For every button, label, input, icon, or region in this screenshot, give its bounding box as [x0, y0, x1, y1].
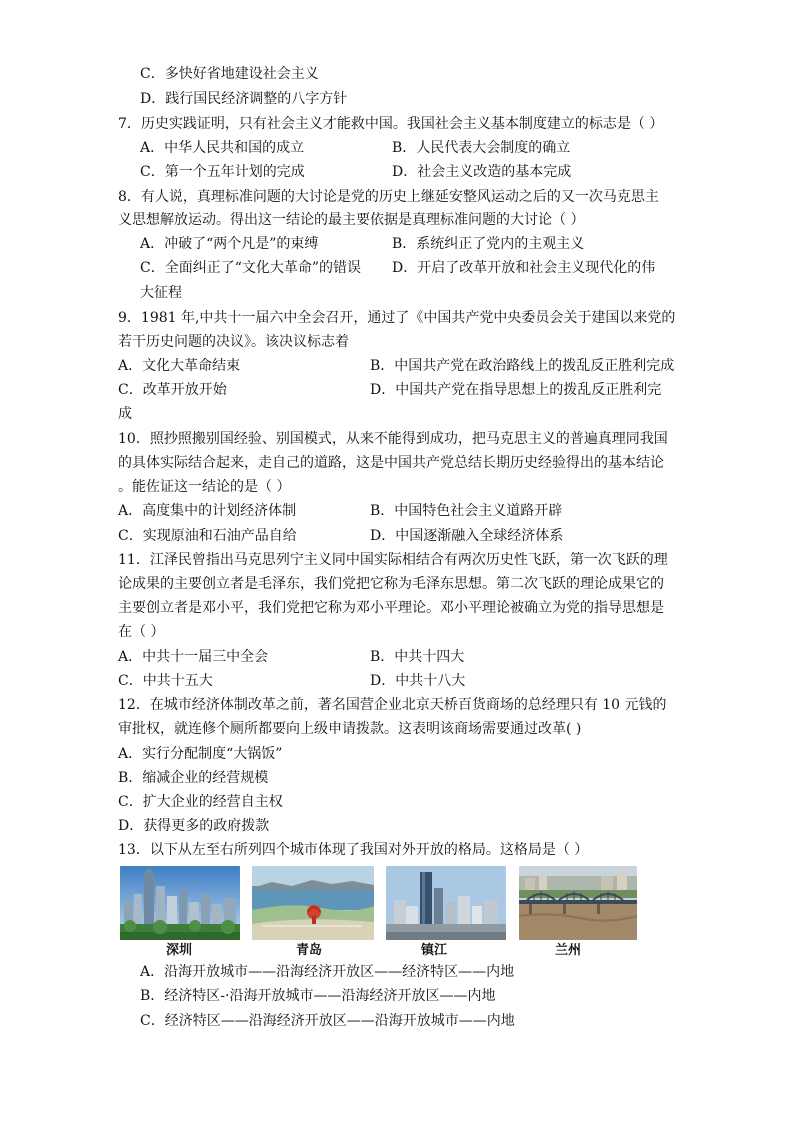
q10-stem-line3: 。能佐证这一结论的是（ ）	[118, 479, 291, 495]
q9-option-b: B．中国共产党在政治路线上的拨乱反正胜利完成	[370, 358, 675, 374]
q10-option-a: A．高度集中的计划经济体制	[118, 503, 297, 519]
q6-option-d: D．践行国民经济调整的八字方针	[140, 91, 348, 107]
qingdao-photo	[252, 866, 374, 940]
q8-option-a: A．冲破了“两个凡是”的束缚	[140, 236, 319, 252]
q11-stem-line2: 论成果的主要创立者是毛泽东，我们党把它称为毛泽东思想。第二次飞跃的理论成果它的	[118, 576, 664, 592]
q12-stem-line2: 审批权，就连修个厕所都要向上级申请拨款。这表明该商场需要通过改革( )	[118, 721, 582, 737]
q8-option-c: C．全面纠正了“文化大革命”的错误	[140, 260, 362, 276]
shenzhen-photo	[120, 866, 240, 940]
q8-stem-line1: 8．有人说，真理标准问题的大讨论是党的历史上继延安整风运动之后的又一次马克思主	[118, 189, 659, 205]
caption-zhenjiang: 镇江	[421, 943, 448, 958]
q11-option-c: C．中共十五大	[118, 673, 213, 689]
q6-option-c: C．多快好省地建设社会主义	[140, 66, 319, 82]
q10-stem-line1: 10．照抄照搬别国经验、别国模式，从来不能得到成功，把马克思主义的普遍真理同我国	[118, 431, 668, 447]
caption-lanzhou: 兰州	[555, 943, 582, 958]
lanzhou-photo	[519, 866, 637, 940]
q10-option-c: C．实现原油和石油产品自给	[118, 528, 297, 544]
q8-option-b: B．系统纠正了党内的主观主义	[392, 236, 585, 252]
q7-option-b: B．人民代表大会制度的确立	[392, 140, 571, 156]
q9-option-d: D．中国共产党在指导思想上的拨乱反正胜利完	[370, 382, 662, 398]
q10-option-b: B．中国特色社会主义道路开辟	[370, 503, 563, 519]
q13-stem: 13．以下从左至右所列四个城市体现了我国对外开放的格局。这格局是（ ）	[118, 842, 589, 858]
q9-stem-line1: 9．1981 年,中共十一届六中全会召开，通过了《中国共产党中央委员会关于建国以来党的	[118, 310, 676, 326]
caption-shenzhen: 深圳	[166, 943, 193, 958]
q8-stem-line2: 义思想解放运动。得出这一结论的最主要依据是真理标准问题的大讨论（ ）	[118, 212, 585, 228]
q9-option-d-continued: 成	[118, 406, 132, 422]
q13-option-b: B．经济特区-·沿海开放城市——沿海经济开放区——内地	[140, 988, 496, 1004]
q9-option-c: C．改革开放开始	[118, 382, 227, 398]
q8-option-d-continued: 大征程	[140, 285, 182, 301]
q7-option-a: A．中华人民共和国的成立	[140, 140, 305, 156]
q11-stem-line4: 在（ ）	[118, 624, 165, 640]
q9-option-a: A．文化大革命结束	[118, 358, 241, 374]
q7-stem: 7．历史实践证明，只有社会主义才能救中国。我国社会主义基本制度建立的标志是（ ）	[118, 116, 664, 132]
zhenjiang-photo	[386, 866, 506, 940]
q12-stem-line1: 12．在城市经济体制改革之前，著名国营企业北京天桥百货商场的总经理只有 10 元钱的	[118, 697, 667, 713]
q11-option-b: B．中共十四大	[370, 649, 465, 665]
q11-option-a: A．中共十一届三中全会	[118, 649, 269, 665]
q10-option-d: D．中国逐渐融入全球经济体系	[370, 528, 564, 544]
q12-option-b: B．缩减企业的经营规模	[118, 770, 269, 786]
q11-stem-line3: 主要创立者是邓小平，我们党把它称为邓小平理论。邓小平理论被确立为党的指导思想是	[118, 600, 664, 616]
q12-option-a: A．实行分配制度“大锅饭”	[118, 746, 283, 762]
q12-option-d: D．获得更多的政府拨款	[118, 818, 270, 834]
q13-option-c: C．经济特区——沿海经济开放区——沿海开放城市——内地	[140, 1013, 515, 1029]
caption-qingdao: 青岛	[296, 943, 323, 958]
q7-option-d: D．社会主义改造的基本完成	[392, 164, 572, 180]
q11-stem-line1: 11．江泽民曾指出马克思列宁主义同中国实际相结合有两次历史性飞跃，第一次飞跃的理	[118, 552, 668, 568]
q12-option-c: C．扩大企业的经营自主权	[118, 794, 283, 810]
q11-option-d: D．中共十八大	[370, 673, 466, 689]
q10-stem-line2: 的具体实际结合起来，走自己的道路，这是中国共产党总结长期历史经验得出的基本结论	[118, 455, 664, 471]
q13-option-a: A．沿海开放城市——沿海经济开放区——经济特区——内地	[140, 964, 515, 980]
q9-stem-line2: 若干历史问题的决议》。该决议标志着	[118, 334, 349, 350]
q8-option-d: D．开启了改革开放和社会主义现代化的伟	[392, 260, 656, 276]
q7-option-c: C．第一个五年计划的完成	[140, 164, 305, 180]
